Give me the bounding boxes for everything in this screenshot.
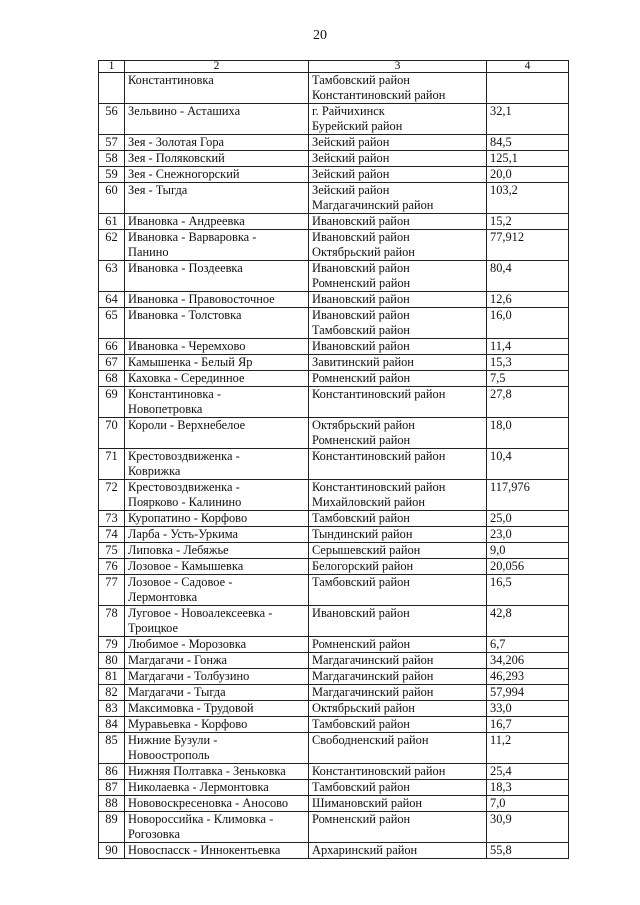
row-number: 74 bbox=[99, 527, 125, 543]
district-line: Ромненский район bbox=[312, 433, 411, 447]
row-number: 87 bbox=[99, 780, 125, 796]
table-row bbox=[99, 151, 569, 167]
length-cell: 11,2 bbox=[487, 733, 569, 764]
length-cell: 18,3 bbox=[487, 780, 569, 796]
table-row bbox=[99, 511, 569, 527]
road-name-cell bbox=[125, 308, 309, 339]
road-name-cell bbox=[125, 527, 309, 543]
road-name-line: Поярково - Калинино bbox=[128, 495, 242, 509]
length-cell: 80,4 bbox=[487, 261, 569, 292]
road-name-line: Каховка - Серединное bbox=[128, 371, 245, 385]
row-number: 81 bbox=[99, 669, 125, 685]
table-row bbox=[99, 214, 569, 230]
road-name-line: Магдагачи - Гонжа bbox=[128, 653, 228, 667]
road-name-line: Нижние Бузули - bbox=[128, 733, 218, 747]
table-row bbox=[99, 135, 569, 151]
table-row bbox=[99, 669, 569, 685]
row-number: 83 bbox=[99, 701, 125, 717]
row-number: 79 bbox=[99, 637, 125, 653]
district-cell bbox=[309, 214, 487, 230]
road-name-line: Новопетровка bbox=[128, 402, 203, 416]
road-name-line: Константиновка bbox=[128, 73, 214, 87]
road-name-cell bbox=[125, 151, 309, 167]
road-name-line: Новоспасск - Иннокентьевка bbox=[128, 843, 281, 857]
length-cell: 15,2 bbox=[487, 214, 569, 230]
district-line: Ивановский район bbox=[312, 606, 410, 620]
district-line: Октябрьский район bbox=[312, 245, 415, 259]
road-name-line: Нововоскресеновка - Аносово bbox=[128, 796, 289, 810]
district-line: Бурейский район bbox=[312, 119, 403, 133]
row-number: 66 bbox=[99, 339, 125, 355]
district-line: Серышевский район bbox=[312, 543, 421, 557]
road-name-cell bbox=[125, 843, 309, 859]
table-row bbox=[99, 796, 569, 812]
district-cell bbox=[309, 764, 487, 780]
road-name-line: Троицкое bbox=[128, 621, 178, 635]
row-number: 75 bbox=[99, 543, 125, 559]
district-cell bbox=[309, 733, 487, 764]
district-cell bbox=[309, 183, 487, 214]
road-name-cell bbox=[125, 559, 309, 575]
district-cell bbox=[309, 480, 487, 511]
road-name-line: Максимовка - Трудовой bbox=[128, 701, 254, 715]
road-name-line: Крестовоздвиженка - bbox=[128, 449, 240, 463]
road-name-line: Зея - Тыгда bbox=[128, 183, 188, 197]
road-name-line: Ивановка - Правовосточное bbox=[128, 292, 275, 306]
table-row bbox=[99, 73, 569, 104]
road-name-cell bbox=[125, 480, 309, 511]
table-row bbox=[99, 637, 569, 653]
row-number: 82 bbox=[99, 685, 125, 701]
district-cell bbox=[309, 606, 487, 637]
road-name-cell bbox=[125, 261, 309, 292]
district-line: Тамбовский район bbox=[312, 73, 410, 87]
district-line: Ромненский район bbox=[312, 637, 411, 651]
length-cell: 10,4 bbox=[487, 449, 569, 480]
district-cell bbox=[309, 418, 487, 449]
table-row bbox=[99, 355, 569, 371]
table-row bbox=[99, 527, 569, 543]
district-line: Магдагачинский район bbox=[312, 685, 434, 699]
length-cell: 103,2 bbox=[487, 183, 569, 214]
table-row bbox=[99, 559, 569, 575]
length-cell: 34,206 bbox=[487, 653, 569, 669]
length-cell: 7,0 bbox=[487, 796, 569, 812]
road-name-line: Панино bbox=[128, 245, 169, 259]
road-name-cell bbox=[125, 511, 309, 527]
length-cell: 32,1 bbox=[487, 104, 569, 135]
row-number: 69 bbox=[99, 387, 125, 418]
district-line: Магдагачинский район bbox=[312, 669, 434, 683]
district-line: Ромненский район bbox=[312, 371, 411, 385]
road-name-line: Константиновка - bbox=[128, 387, 221, 401]
district-line: Константиновский район bbox=[312, 88, 446, 102]
road-name-cell bbox=[125, 355, 309, 371]
row-number: 62 bbox=[99, 230, 125, 261]
district-line: Зейский район bbox=[312, 151, 390, 165]
road-name-line: Ивановка - Андреевка bbox=[128, 214, 245, 228]
district-line: Зейский район bbox=[312, 167, 390, 181]
length-cell: 25,0 bbox=[487, 511, 569, 527]
district-line: Тамбовский район bbox=[312, 717, 410, 731]
district-line: Свободненский район bbox=[312, 733, 429, 747]
length-cell: 23,0 bbox=[487, 527, 569, 543]
road-name-line: Рогозовка bbox=[128, 827, 180, 841]
road-name-line: Липовка - Лебяжье bbox=[128, 543, 229, 557]
length-cell: 25,4 bbox=[487, 764, 569, 780]
district-cell bbox=[309, 339, 487, 355]
road-name-cell bbox=[125, 371, 309, 387]
district-line: Константиновский район bbox=[312, 480, 446, 494]
length-cell: 15,3 bbox=[487, 355, 569, 371]
length-cell: 42,8 bbox=[487, 606, 569, 637]
district-cell bbox=[309, 559, 487, 575]
road-name-line: Коврижка bbox=[128, 464, 181, 478]
district-line: Константиновский район bbox=[312, 449, 446, 463]
length-cell: 27,8 bbox=[487, 387, 569, 418]
district-line: Белогорский район bbox=[312, 559, 414, 573]
table-row bbox=[99, 371, 569, 387]
district-cell bbox=[309, 812, 487, 843]
row-number: 65 bbox=[99, 308, 125, 339]
road-name-cell bbox=[125, 637, 309, 653]
district-line: Ивановский район bbox=[312, 230, 410, 244]
row-number bbox=[99, 73, 125, 104]
road-name-cell bbox=[125, 669, 309, 685]
length-cell: 84,5 bbox=[487, 135, 569, 151]
table-row bbox=[99, 543, 569, 559]
road-name-cell bbox=[125, 230, 309, 261]
district-cell bbox=[309, 151, 487, 167]
table-row bbox=[99, 230, 569, 261]
road-name-cell bbox=[125, 183, 309, 214]
district-cell bbox=[309, 387, 487, 418]
road-name-line: Лозовое - Садовое - bbox=[128, 575, 233, 589]
row-number: 84 bbox=[99, 717, 125, 733]
row-number: 89 bbox=[99, 812, 125, 843]
road-name-cell bbox=[125, 339, 309, 355]
row-number: 58 bbox=[99, 151, 125, 167]
row-number: 90 bbox=[99, 843, 125, 859]
road-name-cell bbox=[125, 717, 309, 733]
road-name-cell bbox=[125, 135, 309, 151]
road-name-cell bbox=[125, 733, 309, 764]
district-cell bbox=[309, 371, 487, 387]
length-cell: 46,293 bbox=[487, 669, 569, 685]
district-line: Зейский район bbox=[312, 135, 390, 149]
road-name-line: Зельвино - Асташиха bbox=[128, 104, 241, 118]
district-line: Константиновский район bbox=[312, 764, 446, 778]
table-row bbox=[99, 685, 569, 701]
district-line: Магдагачинский район bbox=[312, 653, 434, 667]
row-number: 73 bbox=[99, 511, 125, 527]
row-number: 85 bbox=[99, 733, 125, 764]
table-row bbox=[99, 575, 569, 606]
length-cell: 30,9 bbox=[487, 812, 569, 843]
length-cell: 9,0 bbox=[487, 543, 569, 559]
column-header: 3 bbox=[309, 61, 487, 73]
district-line: Ивановский район bbox=[312, 261, 410, 275]
road-name-line: Магдагачи - Толбузино bbox=[128, 669, 250, 683]
district-line: Ивановский район bbox=[312, 308, 410, 322]
road-name-line: Новороссийка - Климовка - bbox=[128, 812, 274, 826]
table-row bbox=[99, 764, 569, 780]
row-number: 86 bbox=[99, 764, 125, 780]
district-line: Тамбовский район bbox=[312, 780, 410, 794]
district-line: Тындинский район bbox=[312, 527, 413, 541]
length-cell: 11,4 bbox=[487, 339, 569, 355]
roads-table bbox=[98, 60, 569, 859]
table-header-row bbox=[99, 61, 569, 73]
road-name-line: Крестовоздвиженка - bbox=[128, 480, 240, 494]
district-cell bbox=[309, 230, 487, 261]
table-row bbox=[99, 717, 569, 733]
row-number: 56 bbox=[99, 104, 125, 135]
district-line: Тамбовский район bbox=[312, 323, 410, 337]
road-name-line: Лермонтовка bbox=[128, 590, 198, 604]
district-cell bbox=[309, 73, 487, 104]
district-line: Ромненский район bbox=[312, 276, 411, 290]
road-name-line: Зея - Золотая Гора bbox=[128, 135, 225, 149]
table-row bbox=[99, 261, 569, 292]
road-name-line: Ивановка - Черемхово bbox=[128, 339, 246, 353]
table-row bbox=[99, 812, 569, 843]
district-line: Тамбовский район bbox=[312, 575, 410, 589]
row-number: 72 bbox=[99, 480, 125, 511]
row-number: 71 bbox=[99, 449, 125, 480]
length-cell: 20,0 bbox=[487, 167, 569, 183]
district-line: Шимановский район bbox=[312, 796, 423, 810]
district-cell bbox=[309, 135, 487, 151]
table-row bbox=[99, 104, 569, 135]
row-number: 77 bbox=[99, 575, 125, 606]
table-row bbox=[99, 387, 569, 418]
road-name-cell bbox=[125, 292, 309, 308]
road-name-cell bbox=[125, 104, 309, 135]
row-number: 57 bbox=[99, 135, 125, 151]
row-number: 63 bbox=[99, 261, 125, 292]
length-cell: 117,976 bbox=[487, 480, 569, 511]
road-name-cell bbox=[125, 780, 309, 796]
district-line: Октябрьский район bbox=[312, 418, 415, 432]
length-cell bbox=[487, 73, 569, 104]
district-line: Ивановский район bbox=[312, 339, 410, 353]
row-number: 68 bbox=[99, 371, 125, 387]
length-cell: 55,8 bbox=[487, 843, 569, 859]
road-name-line: Магдагачи - Тыгда bbox=[128, 685, 226, 699]
row-number: 70 bbox=[99, 418, 125, 449]
district-line: г. Райчихинск bbox=[312, 104, 385, 118]
table-body bbox=[99, 73, 569, 859]
district-line: Октябрьский район bbox=[312, 701, 415, 715]
row-number: 67 bbox=[99, 355, 125, 371]
road-name-line: Ивановка - Поздеевка bbox=[128, 261, 243, 275]
road-name-cell bbox=[125, 701, 309, 717]
road-name-line: Нижняя Полтавка - Зеньковка bbox=[128, 764, 286, 778]
road-name-line: Камышенка - Белый Яр bbox=[128, 355, 253, 369]
district-cell bbox=[309, 637, 487, 653]
district-cell bbox=[309, 543, 487, 559]
row-number: 78 bbox=[99, 606, 125, 637]
length-cell: 125,1 bbox=[487, 151, 569, 167]
length-cell: 16,0 bbox=[487, 308, 569, 339]
road-name-line: Любимое - Морозовка bbox=[128, 637, 247, 651]
road-name-cell bbox=[125, 575, 309, 606]
road-name-cell bbox=[125, 449, 309, 480]
column-header: 4 bbox=[487, 61, 569, 73]
district-line: Михайловский район bbox=[312, 495, 425, 509]
row-number: 88 bbox=[99, 796, 125, 812]
road-name-cell bbox=[125, 167, 309, 183]
district-cell bbox=[309, 261, 487, 292]
column-header: 2 bbox=[125, 61, 309, 73]
row-number: 61 bbox=[99, 214, 125, 230]
district-cell bbox=[309, 701, 487, 717]
table-row bbox=[99, 606, 569, 637]
table-row bbox=[99, 183, 569, 214]
table-row bbox=[99, 167, 569, 183]
district-cell bbox=[309, 292, 487, 308]
length-cell: 7,5 bbox=[487, 371, 569, 387]
row-number: 76 bbox=[99, 559, 125, 575]
district-line: Константиновский район bbox=[312, 387, 446, 401]
table-row bbox=[99, 308, 569, 339]
road-name-line: Зея - Снежногорский bbox=[128, 167, 240, 181]
row-number: 60 bbox=[99, 183, 125, 214]
road-name-cell bbox=[125, 764, 309, 780]
road-name-cell bbox=[125, 418, 309, 449]
district-cell bbox=[309, 104, 487, 135]
district-line: Ивановский район bbox=[312, 292, 410, 306]
road-name-cell bbox=[125, 387, 309, 418]
district-line: Зейский район bbox=[312, 183, 390, 197]
road-name-cell bbox=[125, 73, 309, 104]
road-name-line: Луговое - Новоалексеевка - bbox=[128, 606, 273, 620]
road-name-line: Ивановка - Толстовка bbox=[128, 308, 242, 322]
table-row bbox=[99, 292, 569, 308]
road-name-line: Новоострополь bbox=[128, 748, 210, 762]
district-line: Тамбовский район bbox=[312, 511, 410, 525]
road-name-line: Куропатино - Корфово bbox=[128, 511, 248, 525]
table-row bbox=[99, 843, 569, 859]
row-number: 64 bbox=[99, 292, 125, 308]
page-number: 20 bbox=[313, 28, 327, 43]
district-cell bbox=[309, 796, 487, 812]
road-name-line: Николаевка - Лермонтовка bbox=[128, 780, 269, 794]
road-name-cell bbox=[125, 214, 309, 230]
district-cell bbox=[309, 717, 487, 733]
district-cell bbox=[309, 527, 487, 543]
district-line: Ромненский район bbox=[312, 812, 411, 826]
road-name-cell bbox=[125, 543, 309, 559]
table-row bbox=[99, 733, 569, 764]
length-cell: 6,7 bbox=[487, 637, 569, 653]
road-name-cell bbox=[125, 812, 309, 843]
road-name-cell bbox=[125, 606, 309, 637]
length-cell: 16,7 bbox=[487, 717, 569, 733]
length-cell: 16,5 bbox=[487, 575, 569, 606]
length-cell: 20,056 bbox=[487, 559, 569, 575]
length-cell: 12,6 bbox=[487, 292, 569, 308]
row-number: 80 bbox=[99, 653, 125, 669]
district-cell bbox=[309, 653, 487, 669]
road-name-line: Ларба - Усть-Уркима bbox=[128, 527, 238, 541]
road-name-line: Лозовое - Камышевка bbox=[128, 559, 244, 573]
road-name-cell bbox=[125, 796, 309, 812]
district-cell bbox=[309, 511, 487, 527]
table-row bbox=[99, 701, 569, 717]
district-cell bbox=[309, 449, 487, 480]
road-name-cell bbox=[125, 685, 309, 701]
road-name-cell bbox=[125, 653, 309, 669]
district-line: Магдагачинский район bbox=[312, 198, 434, 212]
road-name-line: Ивановка - Варваровка - bbox=[128, 230, 257, 244]
row-number: 59 bbox=[99, 167, 125, 183]
table-row bbox=[99, 653, 569, 669]
table-row bbox=[99, 480, 569, 511]
road-name-line: Муравьевка - Корфово bbox=[128, 717, 248, 731]
district-cell bbox=[309, 355, 487, 371]
district-line: Ивановский район bbox=[312, 214, 410, 228]
table-row bbox=[99, 780, 569, 796]
district-cell bbox=[309, 575, 487, 606]
road-name-line: Зея - Поляковский bbox=[128, 151, 225, 165]
column-header: 1 bbox=[99, 61, 125, 73]
table-row bbox=[99, 339, 569, 355]
length-cell: 33,0 bbox=[487, 701, 569, 717]
table-row bbox=[99, 449, 569, 480]
district-cell bbox=[309, 669, 487, 685]
district-cell bbox=[309, 308, 487, 339]
length-cell: 77,912 bbox=[487, 230, 569, 261]
district-cell bbox=[309, 843, 487, 859]
district-cell bbox=[309, 685, 487, 701]
district-line: Архаринский район bbox=[312, 843, 418, 857]
district-cell bbox=[309, 167, 487, 183]
road-name-line: Короли - Верхнебелое bbox=[128, 418, 246, 432]
table-row bbox=[99, 418, 569, 449]
district-line: Завитинский район bbox=[312, 355, 414, 369]
length-cell: 57,994 bbox=[487, 685, 569, 701]
district-cell bbox=[309, 780, 487, 796]
length-cell: 18,0 bbox=[487, 418, 569, 449]
